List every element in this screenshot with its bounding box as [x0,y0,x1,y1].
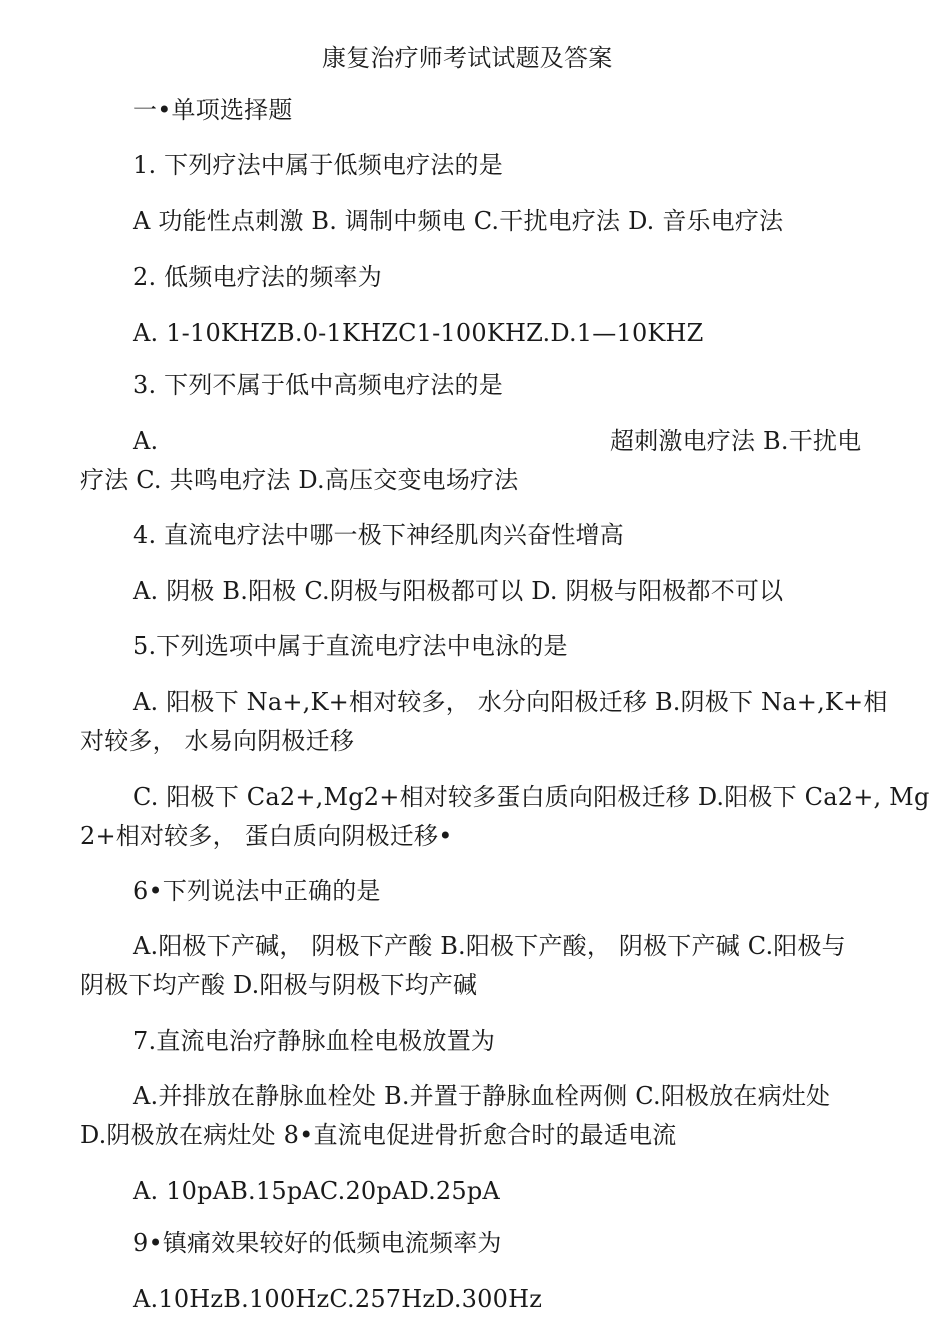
question-5-options-line-3: C. 阳极下 Ca2+,Mg2+相对较多蛋白质向阳极迁移 D.阳极下 Ca2+, Mg [133,783,930,811]
question-4-options: A. 阴极 B.阳极 C.阴极与阳极都可以 D. 阴极与阳极都不可以 [133,577,784,605]
question-8-options: A. 10pAB.15pAC.20pAD.25pA [133,1177,500,1205]
question-5-options-line-4: 2+相对较多， 蛋白质向阴极迁移• [80,822,453,850]
question-7: 7.直流电治疗静脉血栓电极放置为 [133,1027,496,1055]
question-7-options-line-1: A.并排放在静脉血栓处 B.并置于静脉血栓两侧 C.阳极放在病灶处 [133,1082,831,1110]
question-6-options-line-1: A.阳极下产碱， 阴极下产酸 B.阳极下产酸， 阴极下产碱 C.阳极与 [133,932,846,960]
question-5-options-line-2: 对较多， 水易向阴极迁移 [80,727,355,755]
question-3: 3. 下列不属于低中高频电疗法的是 [133,371,503,399]
question-2: 2. 低频电疗法的频率为 [133,263,382,291]
question-3-option-a-label: A. [133,427,159,455]
document-title: 康复治疗师考试试题及答案 [322,44,613,72]
question-6: 6•下列说法中正确的是 [133,877,381,905]
question-7-options-line-2: D.阴极放在病灶处 8•直流电促进骨折愈合时的最适电流 [80,1121,677,1149]
question-6-options-line-2: 阴极下均产酸 D.阳极与阴极下均产碱 [80,971,478,999]
question-9-options: A.10HzB.100HzC.257HzD.300Hz [133,1285,543,1313]
question-4: 4. 直流电疗法中哪一极下神经肌肉兴奋性增高 [133,521,624,549]
question-1-options: A 功能性点刺激 B. 调制中频电 C.干扰电疗法 D. 音乐电疗法 [133,207,784,235]
question-3-options-line-2: 疗法 C. 共鸣电疗法 D.高压交变电场疗法 [80,466,519,494]
question-3-options-line-1: 超刺激电疗法 B.干扰电 [610,427,862,455]
question-9: 9•镇痛效果较好的低频电流频率为 [133,1229,502,1257]
question-5: 5.下列选项中属于直流电疗法中电泳的是 [133,632,568,660]
question-1: 1. 下列疗法中属于低频电疗法的是 [133,151,503,179]
section-heading: 一•单项选择题 [133,96,293,124]
question-2-options: A. 1-10KHZB.0-1KHZC1-100KHZ.D.1—10KHZ [133,319,704,347]
question-5-options-line-1: A. 阳极下 Na+,K+相对较多， 水分向阳极迁移 B.阴极下 Na+,K+相 [133,688,888,716]
